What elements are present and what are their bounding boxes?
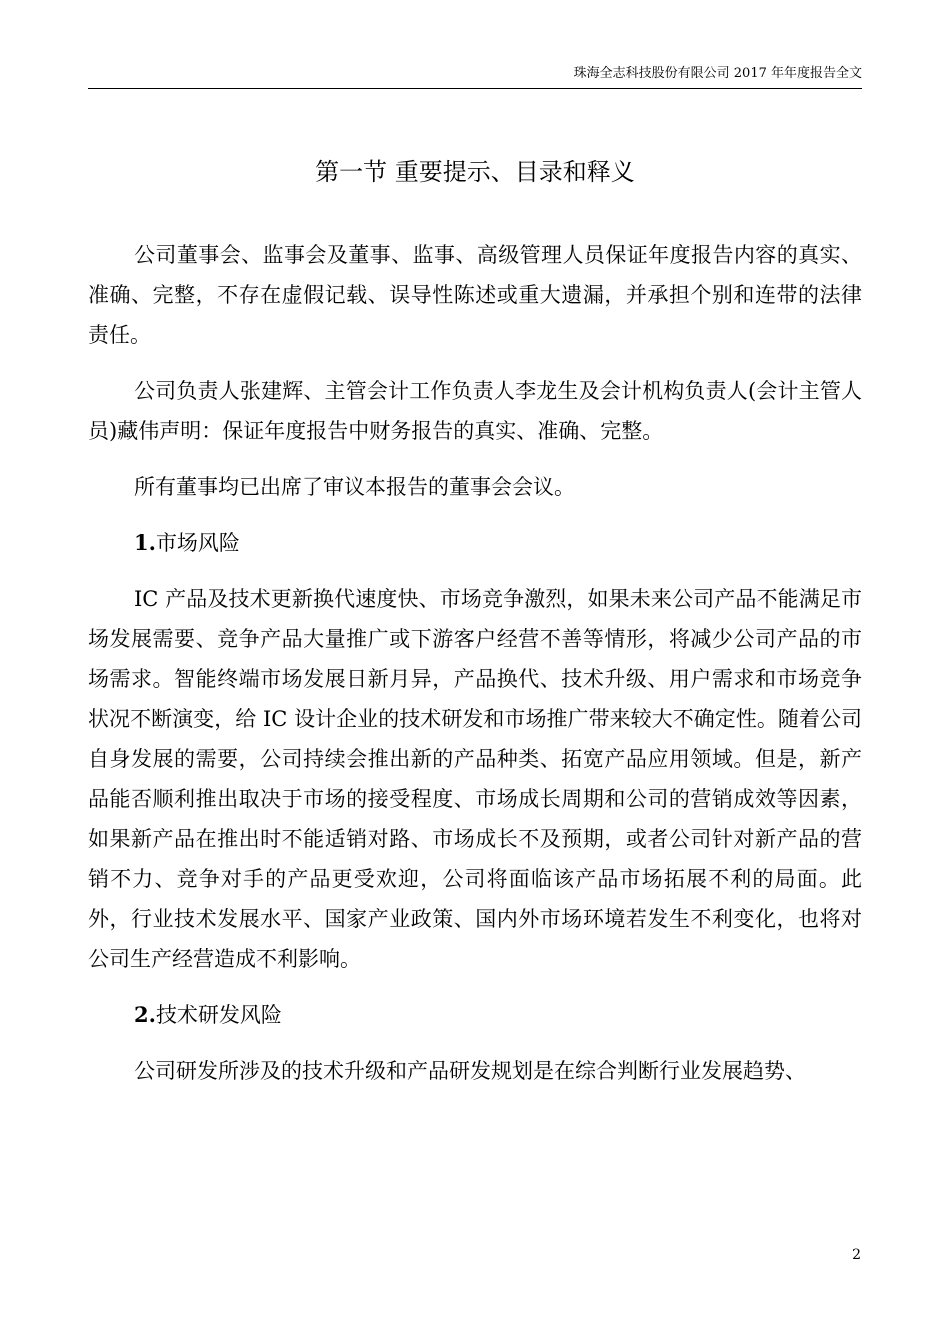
paragraph-board-attendance: 所有董事均已出席了审议本报告的董事会会议。 <box>134 475 575 499</box>
heading-tech-rd-risk <box>88 995 862 1035</box>
heading-market-risk-text: 市场风险 <box>155 531 240 555</box>
page-number: 2 <box>852 1247 861 1263</box>
heading-market-risk-number: 1. <box>134 530 156 555</box>
heading-tech-rd-risk-text: 技术研发风险 <box>155 1003 282 1027</box>
section-title: 第一节 重要提示、目录和释义 <box>315 158 635 186</box>
heading-market-risk <box>88 523 862 563</box>
paragraph-responsibility-statement: 公司董事会、监事会及董事、监事、高级管理人员保证年度报告内容的真实、准确、完整，不存在虚假记载、误导性陈述或重大遗漏，并承担个别和连带的法律责任。 <box>88 243 862 347</box>
page-header <box>88 66 862 89</box>
document-body <box>88 235 862 1107</box>
header-company-title: 珠海全志科技股份有限公司 2017 年年度报告全文 <box>573 66 862 81</box>
paragraph-tech-rd-risk: 公司研发所涉及的技术升级和产品研发规划是在综合判断行业发展趋势、 <box>134 1059 806 1083</box>
heading-tech-rd-risk-number: 2. <box>134 1002 156 1027</box>
paragraph-officers-declaration: 公司负责人张建辉、主管会计工作负责人李龙生及会计机构负责人(会计主管人员)藏伟声明：保证年度报告中财务报告的真实、准确、完整。 <box>88 379 862 443</box>
paragraph-market-risk: IC 产品及技术更新换代速度快、市场竞争激烈，如果未来公司产品不能满足市场发展需要、竞争产品大量推广或下游客户经营不善等情形，将减少公司产品的市场需求。智能终端市场发展日新月异，产品换代、技术升级、用户需求和市场竞争状况不断演变，给 IC 设计企业的技术研发和市场推广带来较大不确定性。随着公司自身发展的需要，公司持续会推出新的产品种类、拓宽产品应用领域。但是，新产品能否顺利推出取决于市场的接受程度、市场成长周期和公司的营销成效等因素，如果新产品在推出时不能适销对路、市场成长不及预期，或者公司针对新产品的营销不力、竞争对手的产品更受欢迎，公司将面临该产品市场拓展不利的局面。此外，行业技术发展水平、国家产业政策、国内外市场环境若发生不利变化，也将对公司生产经营造成不利影响。 <box>88 587 862 971</box>
